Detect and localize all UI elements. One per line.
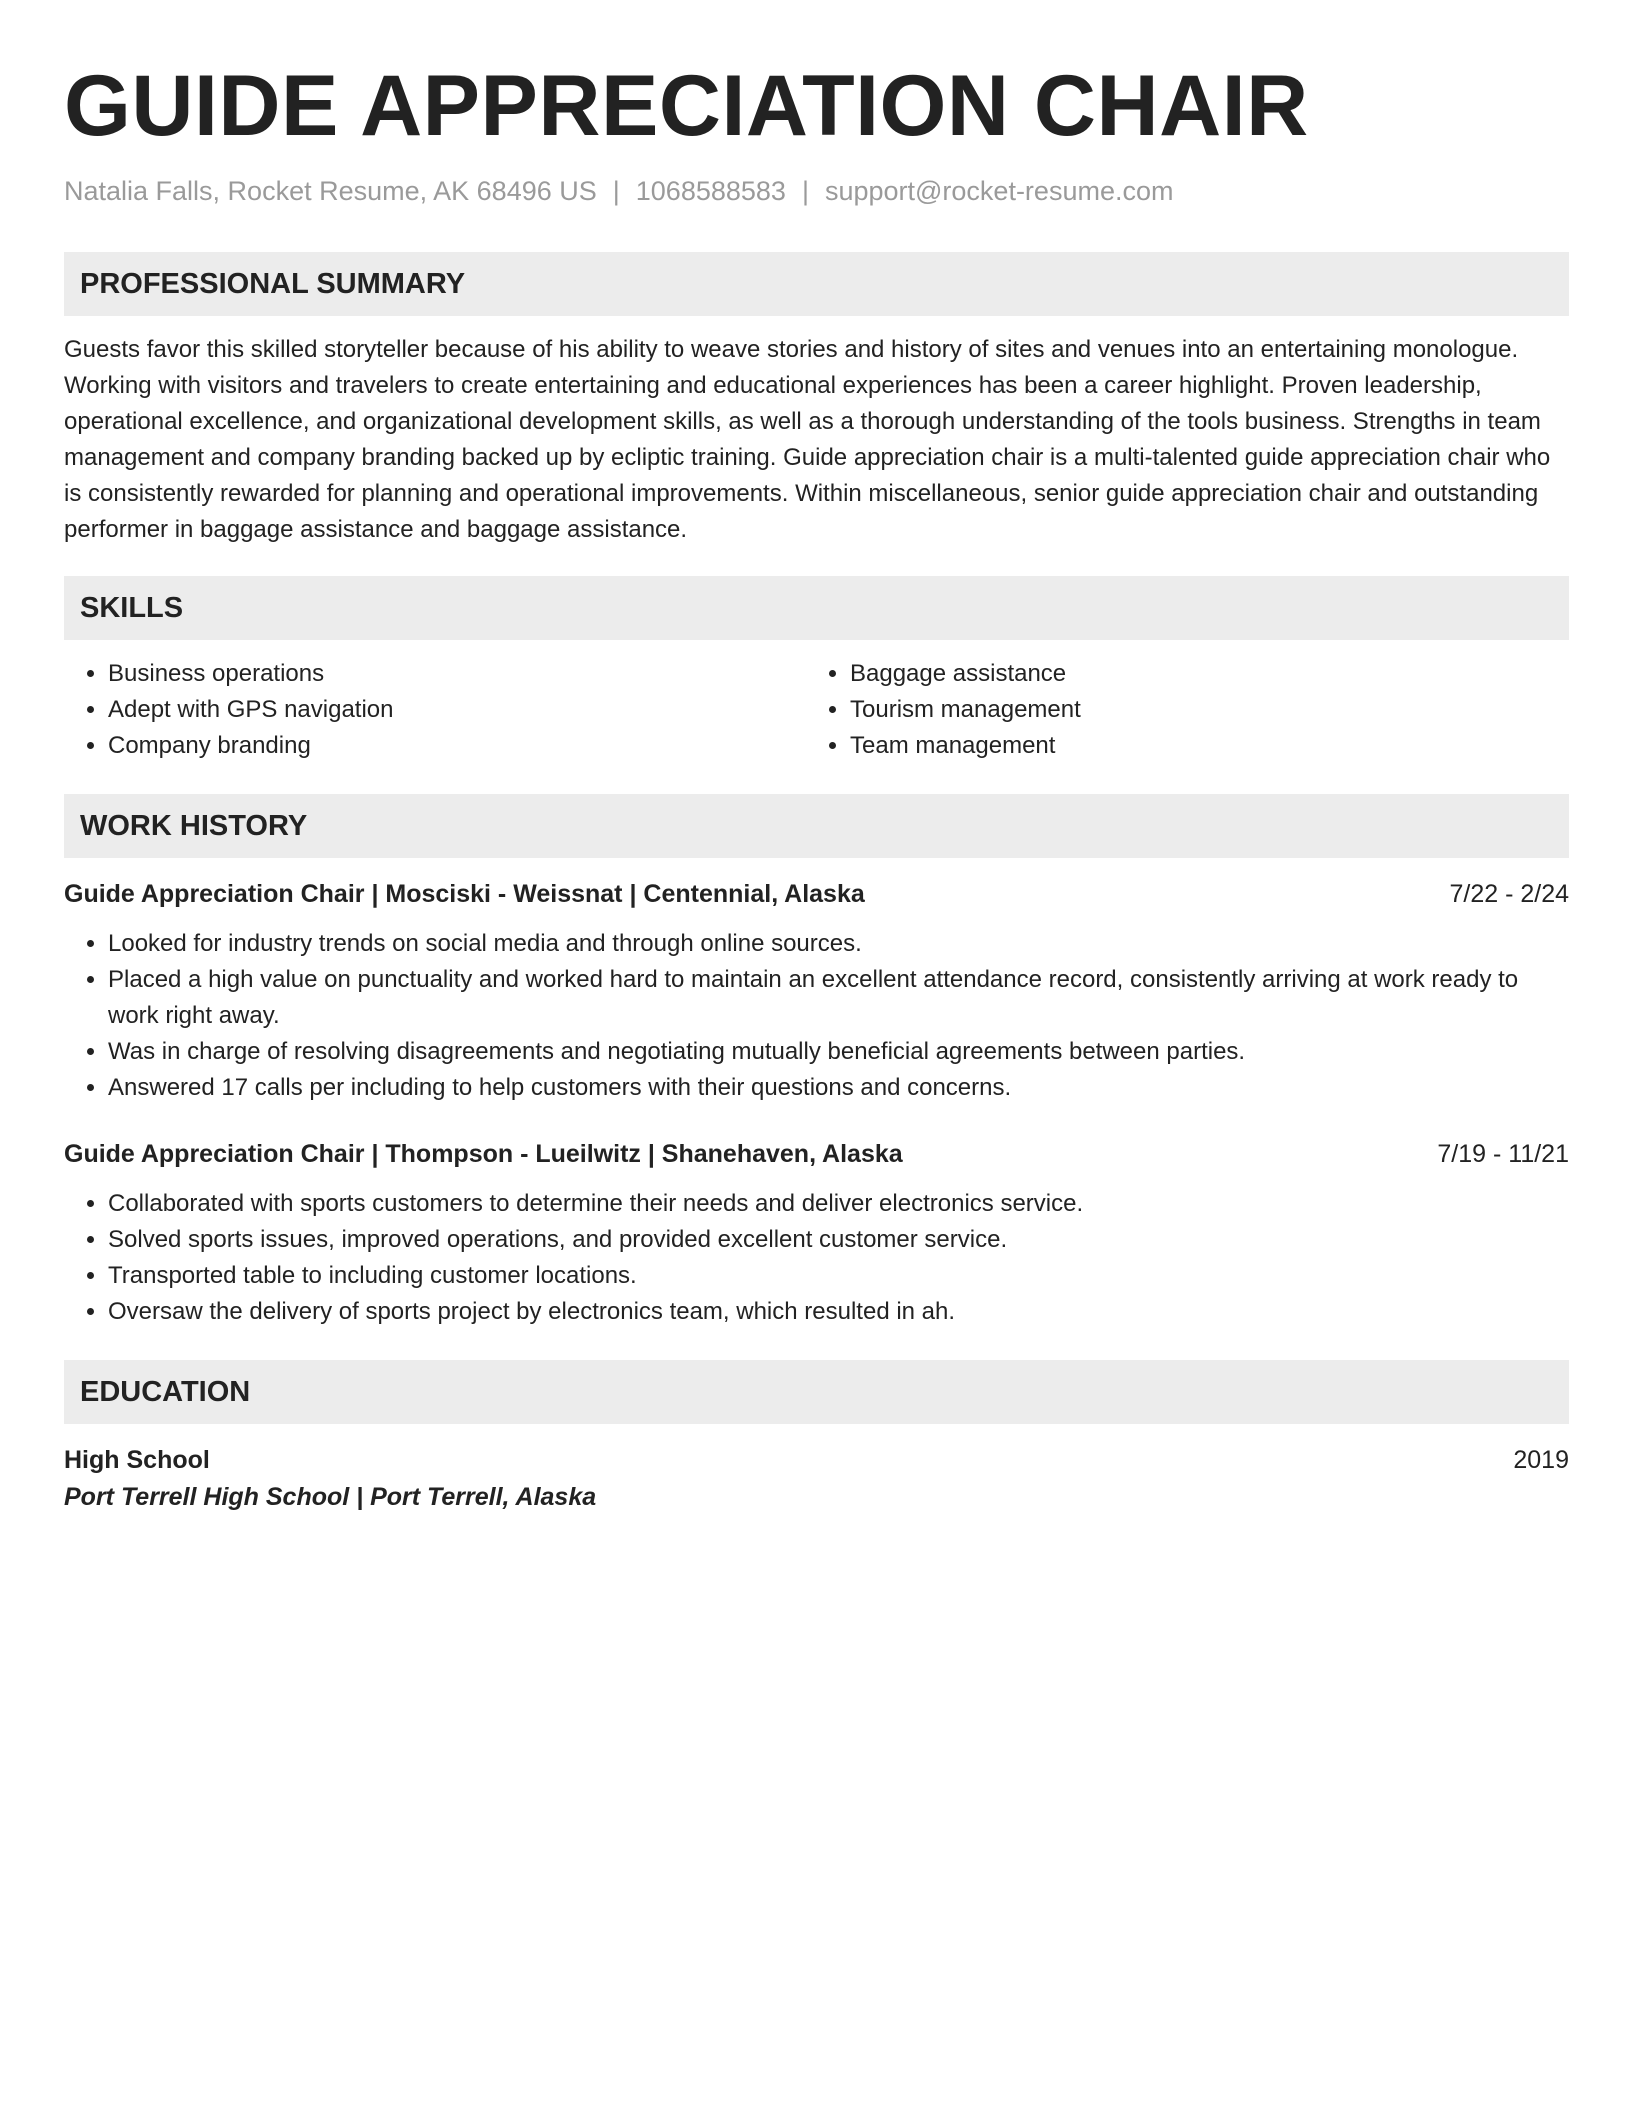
- job-bullets: [64, 926, 1569, 1106]
- contact-separator: |: [612, 176, 620, 206]
- skills-column-right: [806, 656, 1548, 764]
- education-school: Port Terrell High School | Port Terrell, Alaska: [64, 1483, 597, 1511]
- job-bullet: • Solved sports issues, improved operations, and provided excellent customer service.: [108, 1222, 1569, 1258]
- education-year: 2019: [1513, 1446, 1569, 1474]
- job-title: Guide Appreciation Chair | Mosciski - Weissnat | Centennial, Alaska: [64, 880, 865, 908]
- contact-phone: 1068588583: [635, 176, 786, 206]
- job-bullet: • Answered 17 calls per including to help customers with their questions and concerns.: [108, 1070, 1569, 1106]
- skill-item: • Team management: [850, 728, 1548, 764]
- section-heading-skills: SKILLS: [64, 576, 1569, 640]
- skills-column-left: [64, 656, 806, 764]
- contact-address: Natalia Falls, Rocket Resume, AK 68496 US: [64, 176, 597, 206]
- skill-item: • Company branding: [108, 728, 806, 764]
- job-title: Guide Appreciation Chair | Thompson - Lueilwitz | Shanehaven, Alaska: [64, 1140, 903, 1168]
- skills-list: [64, 656, 1569, 764]
- summary-text: Guests favor this skilled storyteller because of his ability to weave stories and history of sites and venues into an entertaining monologue. Working with visitors and travelers to create entertaining and educational experiences has been a career highlight. Proven leadership, operational excellence, and organizational development skills, as well as a thorough understanding of the tools business. Strengths in team management and company branding backed up by ecliptic training. Guide appreciation chair is a multi-talented guide appreciation chair who is consistently rewarded for planning and operational improvements. Within miscellaneous, senior guide appreciation chair and outstanding performer in baggage assistance and baggage assistance.: [64, 336, 1551, 543]
- job-bullet: • Was in charge of resolving disagreements and negotiating mutually beneficial agreements between parties.: [108, 1034, 1569, 1070]
- job-dates: 7/22 - 2/24: [1449, 880, 1569, 908]
- education-entry: [64, 1442, 1569, 1516]
- skill-item: • Tourism management: [850, 692, 1548, 728]
- job-header: [64, 876, 1569, 912]
- job-entry: [64, 1136, 1569, 1330]
- education-degree: High School: [64, 1446, 210, 1474]
- skill-item: • Baggage assistance: [850, 656, 1548, 692]
- section-heading-summary: PROFESSIONAL SUMMARY: [64, 252, 1569, 316]
- skill-item: • Business operations: [108, 656, 806, 692]
- job-bullet: • Looked for industry trends on social media and through online sources.: [108, 926, 1569, 962]
- education-header: [64, 1442, 1569, 1478]
- job-bullet: • Oversaw the delivery of sports project by electronics team, which resulted in ah.: [108, 1294, 1569, 1330]
- contact-line: [64, 174, 1569, 208]
- contact-email: support@rocket-resume.com: [824, 176, 1174, 206]
- job-bullet: • Transported table to including customer locations.: [108, 1258, 1569, 1294]
- job-dates: 7/19 - 11/21: [1437, 1140, 1569, 1168]
- section-heading-work-history: WORK HISTORY: [64, 794, 1569, 858]
- resume-page: [64, 58, 1569, 1516]
- job-header: [64, 1136, 1569, 1172]
- job-bullets: [64, 1186, 1569, 1330]
- candidate-name: GUIDE APPRECIATION CHAIR: [64, 58, 1309, 154]
- job-entry: [64, 876, 1569, 1106]
- skill-item: • Adept with GPS navigation: [108, 692, 806, 728]
- job-bullet: • Collaborated with sports customers to determine their needs and deliver electronics service.: [108, 1186, 1569, 1222]
- contact-separator: |: [801, 176, 809, 206]
- section-heading-education: EDUCATION: [64, 1360, 1569, 1424]
- job-bullet: • Placed a high value on punctuality and worked hard to maintain an excellent attendance record, consistently arriving at work ready to work right away.: [108, 962, 1569, 1034]
